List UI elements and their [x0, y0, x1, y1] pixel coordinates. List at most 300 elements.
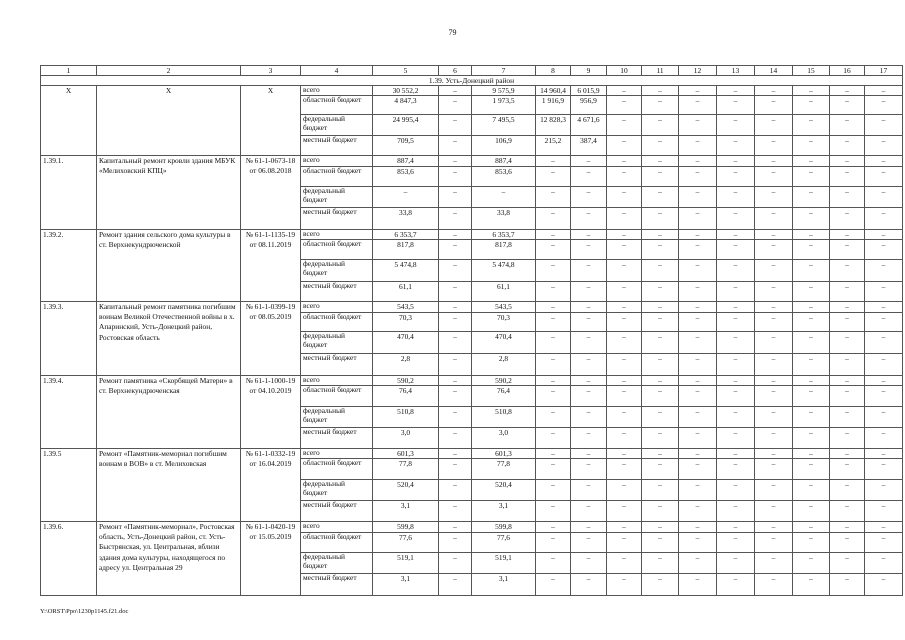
value-cell: –	[830, 230, 865, 240]
value-cell: –	[571, 332, 607, 354]
value-cell: –	[571, 459, 607, 480]
value-cell: –	[439, 96, 472, 115]
value-cell: –	[865, 428, 903, 449]
value-cell: –	[472, 187, 536, 208]
value-cell: –	[830, 187, 865, 208]
value-cell: –	[865, 86, 903, 96]
value-cell: –	[679, 282, 717, 302]
row-number: X	[41, 86, 97, 156]
value-cell: –	[679, 86, 717, 96]
value-cell: –	[755, 501, 793, 522]
value-cell: 5 474,8	[472, 260, 536, 282]
value-cell: –	[679, 96, 717, 115]
value-cell: –	[607, 574, 642, 596]
value-cell: –	[536, 230, 571, 240]
value-cell: –	[717, 553, 755, 574]
value-cell: –	[717, 428, 755, 449]
value-cell: –	[607, 459, 642, 480]
document-number: № 61-1-0399-19 от 08.05.2019	[241, 302, 301, 376]
value-cell: –	[793, 459, 830, 480]
value-cell: –	[439, 553, 472, 574]
value-cell: –	[536, 480, 571, 501]
column-number: 6	[439, 66, 472, 76]
value-cell: –	[717, 115, 755, 136]
value-cell: –	[607, 260, 642, 282]
value-cell: –	[642, 240, 679, 260]
value-cell: 817,8	[373, 240, 439, 260]
value-cell: –	[536, 313, 571, 332]
budget-source: областной бюджет	[301, 313, 373, 332]
value-cell: 77,6	[472, 533, 536, 553]
value-cell: –	[607, 86, 642, 96]
value-cell: –	[439, 115, 472, 136]
value-cell: 61,1	[472, 282, 536, 302]
budget-source: местный бюджет	[301, 354, 373, 376]
value-cell: 4 671,6	[571, 115, 607, 136]
value-cell: –	[439, 449, 472, 459]
object-name: X	[97, 86, 241, 156]
value-cell: –	[830, 167, 865, 187]
document-number: X	[241, 86, 301, 156]
value-cell: –	[679, 260, 717, 282]
column-number: 17	[865, 66, 903, 76]
value-cell: –	[830, 115, 865, 136]
value-cell: 33,8	[472, 208, 536, 230]
value-cell: –	[607, 449, 642, 459]
value-cell: –	[607, 240, 642, 260]
value-cell: –	[830, 522, 865, 533]
value-cell: –	[793, 96, 830, 115]
value-cell: –	[642, 230, 679, 240]
value-cell: –	[755, 386, 793, 407]
value-cell: –	[830, 501, 865, 522]
value-cell: –	[571, 167, 607, 187]
value-cell: –	[793, 386, 830, 407]
budget-source: федеральный бюджет	[301, 187, 373, 208]
value-cell: –	[536, 332, 571, 354]
value-cell: –	[755, 407, 793, 428]
budget-source: областной бюджет	[301, 533, 373, 553]
value-cell: –	[642, 302, 679, 313]
value-cell: –	[571, 260, 607, 282]
value-cell: –	[865, 449, 903, 459]
value-cell: 3,0	[472, 428, 536, 449]
value-cell: 12 828,3	[536, 115, 571, 136]
value-cell: –	[717, 156, 755, 167]
value-cell: –	[642, 553, 679, 574]
value-cell: 3,0	[373, 428, 439, 449]
budget-source: федеральный бюджет	[301, 407, 373, 428]
value-cell: –	[755, 449, 793, 459]
value-cell: –	[439, 459, 472, 480]
value-cell: –	[865, 240, 903, 260]
value-cell: –	[755, 302, 793, 313]
value-cell: –	[439, 332, 472, 354]
value-cell: –	[793, 480, 830, 501]
column-number: 14	[755, 66, 793, 76]
value-cell: –	[830, 282, 865, 302]
value-cell: –	[793, 302, 830, 313]
value-cell: –	[793, 208, 830, 230]
budget-source: всего	[301, 86, 373, 96]
value-cell: 215,2	[536, 136, 571, 156]
value-cell: –	[642, 428, 679, 449]
value-cell: –	[717, 302, 755, 313]
value-cell: –	[865, 376, 903, 386]
value-cell: 1 973,5	[472, 96, 536, 115]
value-cell: –	[607, 501, 642, 522]
value-cell: 77,8	[472, 459, 536, 480]
budget-source: местный бюджет	[301, 428, 373, 449]
value-cell: –	[642, 459, 679, 480]
budget-table	[40, 65, 903, 596]
value-cell: –	[642, 208, 679, 230]
value-cell: –	[571, 376, 607, 386]
value-cell: –	[865, 522, 903, 533]
value-cell: –	[717, 136, 755, 156]
value-cell: 3,1	[373, 574, 439, 596]
value-cell: –	[642, 187, 679, 208]
value-cell: –	[755, 574, 793, 596]
value-cell: –	[439, 282, 472, 302]
value-cell: 6 353,7	[472, 230, 536, 240]
value-cell: –	[830, 553, 865, 574]
value-cell: –	[830, 354, 865, 376]
value-cell: –	[865, 187, 903, 208]
value-cell: 853,6	[373, 167, 439, 187]
column-number: 1	[41, 66, 97, 76]
object-name: Капитальный ремонт памятника погибшим воинам Великой Отечественной войны в х. Апаринский, Усть-Донецкий район, Ростовская область	[97, 302, 241, 376]
value-cell: 590,2	[472, 376, 536, 386]
value-cell: –	[679, 240, 717, 260]
value-cell: –	[607, 115, 642, 136]
value-cell: –	[717, 407, 755, 428]
value-cell: –	[755, 313, 793, 332]
region-row	[41, 76, 903, 86]
value-cell: –	[830, 332, 865, 354]
value-cell: –	[607, 533, 642, 553]
budget-source: местный бюджет	[301, 574, 373, 596]
budget-source: всего	[301, 156, 373, 167]
value-cell: –	[717, 501, 755, 522]
value-cell: –	[755, 480, 793, 501]
value-cell: 519,1	[472, 553, 536, 574]
value-cell: –	[717, 354, 755, 376]
value-cell: –	[865, 533, 903, 553]
row-number: 1.39.3.	[41, 302, 97, 376]
table-row	[41, 302, 903, 313]
value-cell: –	[571, 302, 607, 313]
document-number: № 61-1-1135-19 от 08.11.2019	[241, 230, 301, 302]
value-cell: –	[717, 533, 755, 553]
value-cell: –	[679, 167, 717, 187]
budget-source: областной бюджет	[301, 167, 373, 187]
table-row	[41, 522, 903, 533]
value-cell: –	[830, 428, 865, 449]
value-cell: –	[679, 386, 717, 407]
value-cell: –	[679, 533, 717, 553]
value-cell: –	[717, 240, 755, 260]
value-cell: –	[830, 376, 865, 386]
value-cell: –	[865, 208, 903, 230]
value-cell: –	[865, 313, 903, 332]
value-cell: –	[755, 553, 793, 574]
value-cell: –	[642, 533, 679, 553]
value-cell: –	[439, 240, 472, 260]
value-cell: –	[536, 354, 571, 376]
value-cell: –	[717, 282, 755, 302]
value-cell: –	[793, 167, 830, 187]
region-title: 1.39. Усть-Донецкий район	[41, 76, 903, 86]
value-cell: 519,1	[373, 553, 439, 574]
value-cell: –	[607, 522, 642, 533]
value-cell: –	[830, 313, 865, 332]
value-cell: –	[439, 376, 472, 386]
value-cell: 3,1	[373, 501, 439, 522]
value-cell: –	[830, 260, 865, 282]
value-cell: –	[679, 553, 717, 574]
value-cell: –	[755, 86, 793, 96]
value-cell: –	[439, 187, 472, 208]
value-cell: –	[536, 260, 571, 282]
value-cell: –	[865, 260, 903, 282]
value-cell: –	[642, 260, 679, 282]
value-cell: 6 353,7	[373, 230, 439, 240]
value-cell: –	[607, 407, 642, 428]
value-cell: –	[439, 167, 472, 187]
value-cell: 30 552,2	[373, 86, 439, 96]
value-cell: –	[830, 480, 865, 501]
value-cell: –	[865, 574, 903, 596]
value-cell: –	[536, 167, 571, 187]
value-cell: –	[830, 386, 865, 407]
value-cell: –	[865, 480, 903, 501]
value-cell: –	[865, 156, 903, 167]
value-cell: –	[865, 354, 903, 376]
budget-source: всего	[301, 376, 373, 386]
value-cell: –	[607, 96, 642, 115]
value-cell: –	[865, 282, 903, 302]
value-cell: –	[642, 156, 679, 167]
column-number-row	[41, 66, 903, 76]
budget-source: областной бюджет	[301, 386, 373, 407]
value-cell: –	[439, 407, 472, 428]
value-cell: –	[755, 354, 793, 376]
value-cell: 70,3	[472, 313, 536, 332]
value-cell: –	[755, 115, 793, 136]
budget-source: федеральный бюджет	[301, 553, 373, 574]
column-number: 5	[373, 66, 439, 76]
value-cell: 9 575,9	[472, 86, 536, 96]
value-cell: –	[755, 533, 793, 553]
value-cell: –	[717, 449, 755, 459]
budget-source: местный бюджет	[301, 136, 373, 156]
value-cell: –	[536, 302, 571, 313]
value-cell: –	[793, 428, 830, 449]
value-cell: –	[642, 501, 679, 522]
value-cell: 14 960,4	[536, 86, 571, 96]
value-cell: –	[679, 407, 717, 428]
value-cell: 887,4	[472, 156, 536, 167]
value-cell: –	[717, 96, 755, 115]
value-cell: 590,2	[373, 376, 439, 386]
object-name: Ремонт памятника «Скорбящей Матери» в ст. Верхнекундрюченская	[97, 376, 241, 449]
document-number: № 61-1-0673-18 от 06.08.2018	[241, 156, 301, 230]
value-cell: –	[607, 386, 642, 407]
value-cell: –	[536, 553, 571, 574]
value-cell: –	[642, 480, 679, 501]
value-cell: –	[439, 208, 472, 230]
value-cell: –	[793, 240, 830, 260]
value-cell: 5 474,8	[373, 260, 439, 282]
value-cell: –	[755, 136, 793, 156]
table-row	[41, 376, 903, 386]
column-number: 3	[241, 66, 301, 76]
value-cell: –	[717, 208, 755, 230]
value-cell: –	[536, 386, 571, 407]
value-cell: –	[571, 313, 607, 332]
value-cell: –	[755, 332, 793, 354]
value-cell: 33,8	[373, 208, 439, 230]
value-cell: –	[571, 156, 607, 167]
value-cell: –	[536, 428, 571, 449]
value-cell: –	[642, 332, 679, 354]
value-cell: –	[571, 522, 607, 533]
budget-source: всего	[301, 230, 373, 240]
value-cell: 24 995,4	[373, 115, 439, 136]
value-cell: –	[830, 533, 865, 553]
object-name: Ремонт здания сельского дома культуры в ст. Верхнекундрюченской	[97, 230, 241, 302]
value-cell: 76,4	[373, 386, 439, 407]
value-cell: –	[679, 208, 717, 230]
value-cell: –	[607, 167, 642, 187]
column-number: 7	[472, 66, 536, 76]
value-cell: –	[793, 136, 830, 156]
value-cell: 77,6	[373, 533, 439, 553]
value-cell: –	[536, 187, 571, 208]
value-cell: –	[679, 115, 717, 136]
row-number: 1.39.4.	[41, 376, 97, 449]
budget-source: местный бюджет	[301, 282, 373, 302]
value-cell: –	[642, 407, 679, 428]
value-cell: –	[755, 96, 793, 115]
value-cell: 1 916,9	[536, 96, 571, 115]
value-cell: 543,5	[373, 302, 439, 313]
value-cell: –	[536, 282, 571, 302]
value-cell: –	[439, 501, 472, 522]
value-cell: –	[571, 501, 607, 522]
value-cell: 387,4	[571, 136, 607, 156]
value-cell: 709,5	[373, 136, 439, 156]
value-cell: –	[717, 313, 755, 332]
value-cell: –	[439, 86, 472, 96]
value-cell: –	[439, 260, 472, 282]
value-cell: –	[865, 386, 903, 407]
value-cell: –	[755, 187, 793, 208]
value-cell: –	[793, 187, 830, 208]
value-cell: –	[830, 208, 865, 230]
value-cell: –	[571, 386, 607, 407]
value-cell: –	[679, 522, 717, 533]
budget-source: областной бюджет	[301, 459, 373, 480]
value-cell: –	[571, 407, 607, 428]
value-cell: –	[439, 386, 472, 407]
value-cell: –	[642, 574, 679, 596]
value-cell: –	[439, 230, 472, 240]
value-cell: –	[793, 230, 830, 240]
value-cell: –	[679, 459, 717, 480]
table-row	[41, 156, 903, 167]
value-cell: –	[755, 167, 793, 187]
table-row	[41, 449, 903, 459]
value-cell: –	[830, 302, 865, 313]
value-cell: –	[536, 156, 571, 167]
value-cell: –	[439, 313, 472, 332]
value-cell: –	[607, 302, 642, 313]
document-number: № 61-1-1000-19 от 04.10.2019	[241, 376, 301, 449]
value-cell: –	[536, 574, 571, 596]
value-cell: –	[830, 86, 865, 96]
column-number: 9	[571, 66, 607, 76]
document-number: № 61-1-0332-19 от 16.04.2019	[241, 449, 301, 522]
value-cell: –	[536, 501, 571, 522]
column-number: 16	[830, 66, 865, 76]
value-cell: –	[830, 574, 865, 596]
value-cell: –	[755, 376, 793, 386]
value-cell: –	[439, 302, 472, 313]
value-cell: –	[793, 574, 830, 596]
value-cell: –	[642, 354, 679, 376]
value-cell: –	[755, 260, 793, 282]
budget-source: всего	[301, 302, 373, 313]
value-cell: –	[439, 354, 472, 376]
row-number: 1.39.5	[41, 449, 97, 522]
value-cell: –	[793, 156, 830, 167]
value-cell: –	[793, 260, 830, 282]
budget-source: областной бюджет	[301, 96, 373, 115]
budget-source: федеральный бюджет	[301, 332, 373, 354]
value-cell: –	[717, 332, 755, 354]
value-cell: –	[536, 459, 571, 480]
budget-source: федеральный бюджет	[301, 480, 373, 501]
value-cell: –	[642, 449, 679, 459]
value-cell: –	[865, 459, 903, 480]
value-cell: –	[571, 208, 607, 230]
value-cell: –	[642, 522, 679, 533]
value-cell: –	[793, 313, 830, 332]
value-cell: 520,4	[472, 480, 536, 501]
budget-source: федеральный бюджет	[301, 260, 373, 282]
value-cell: –	[830, 407, 865, 428]
column-number: 10	[607, 66, 642, 76]
value-cell: –	[755, 230, 793, 240]
value-cell: –	[607, 187, 642, 208]
value-cell: –	[607, 332, 642, 354]
value-cell: –	[642, 96, 679, 115]
value-cell: –	[755, 522, 793, 533]
value-cell: –	[607, 553, 642, 574]
value-cell: –	[755, 156, 793, 167]
value-cell: –	[793, 376, 830, 386]
value-cell: –	[607, 480, 642, 501]
value-cell: –	[793, 449, 830, 459]
value-cell: –	[793, 522, 830, 533]
value-cell: –	[571, 428, 607, 449]
budget-source: федеральный бюджет	[301, 115, 373, 136]
value-cell: –	[865, 96, 903, 115]
value-cell: –	[439, 574, 472, 596]
value-cell: –	[679, 574, 717, 596]
